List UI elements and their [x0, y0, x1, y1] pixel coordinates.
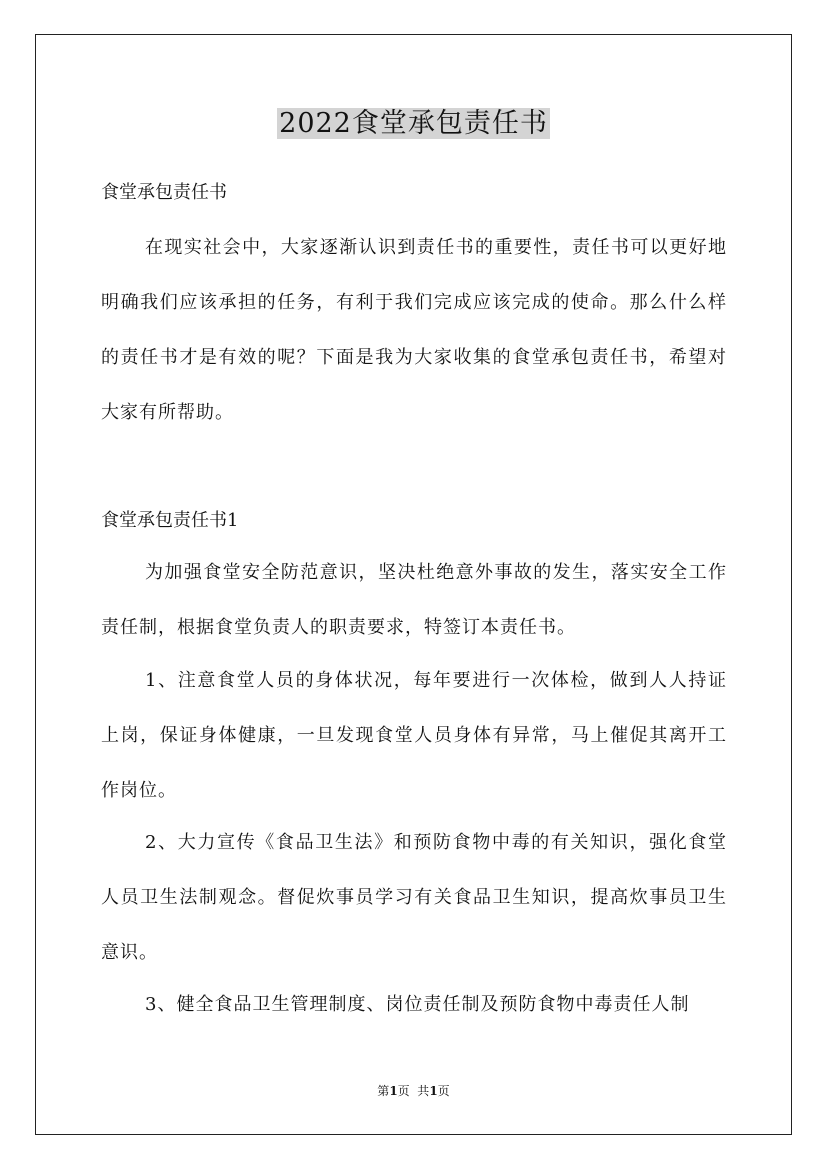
- footer-suffix: 页: [437, 1084, 450, 1098]
- page-footer: [0, 1083, 827, 1099]
- intro-paragraph: 在现实社会中，大家逐渐认识到责任书的重要性，责任书可以更好地明确我们应该承担的任务，有利于我们完成应该完成的使命。那么什么样的责任书才是有效的呢？下面是我为大家收集的食堂承包责任书，希望对大家有所帮助。: [101, 237, 727, 423]
- document-subtitle: 食堂承包责任书: [101, 182, 227, 203]
- footer-page-number: 1: [389, 1084, 398, 1098]
- list-item-3: 3、健全食品卫生管理制度、岗位责任制及预防食物中毒责任人制: [145, 994, 690, 1015]
- list-item-1: 1、注意食堂人员的身体状况，每年要进行一次体检，做到人人持证上岗，保证身体健康，一旦发现食堂人员身体有异常，马上催促其离开工作岗位。: [101, 670, 727, 801]
- footer-prefix: 第: [377, 1084, 390, 1098]
- footer-mid: 页 共: [397, 1084, 430, 1098]
- section-heading-1: 食堂承包责任书1: [101, 510, 239, 531]
- section1-paragraph: 为加强食堂安全防范意识，坚决杜绝意外事故的发生，落实安全工作责任制，根据食堂负责人的职责要求，特签订本责任书。: [101, 562, 727, 638]
- footer-total-pages: 1: [429, 1084, 438, 1098]
- document-title: [0, 104, 827, 144]
- list-item-2: 2、大力宣传《食品卫生法》和预防食物中毒的有关知识，强化食堂人员卫生法制观念。督促炊事员学习有关食品卫生知识，提高炊事员卫生意识。: [101, 832, 727, 963]
- document-title-text: 2022食堂承包责任书: [279, 108, 548, 139]
